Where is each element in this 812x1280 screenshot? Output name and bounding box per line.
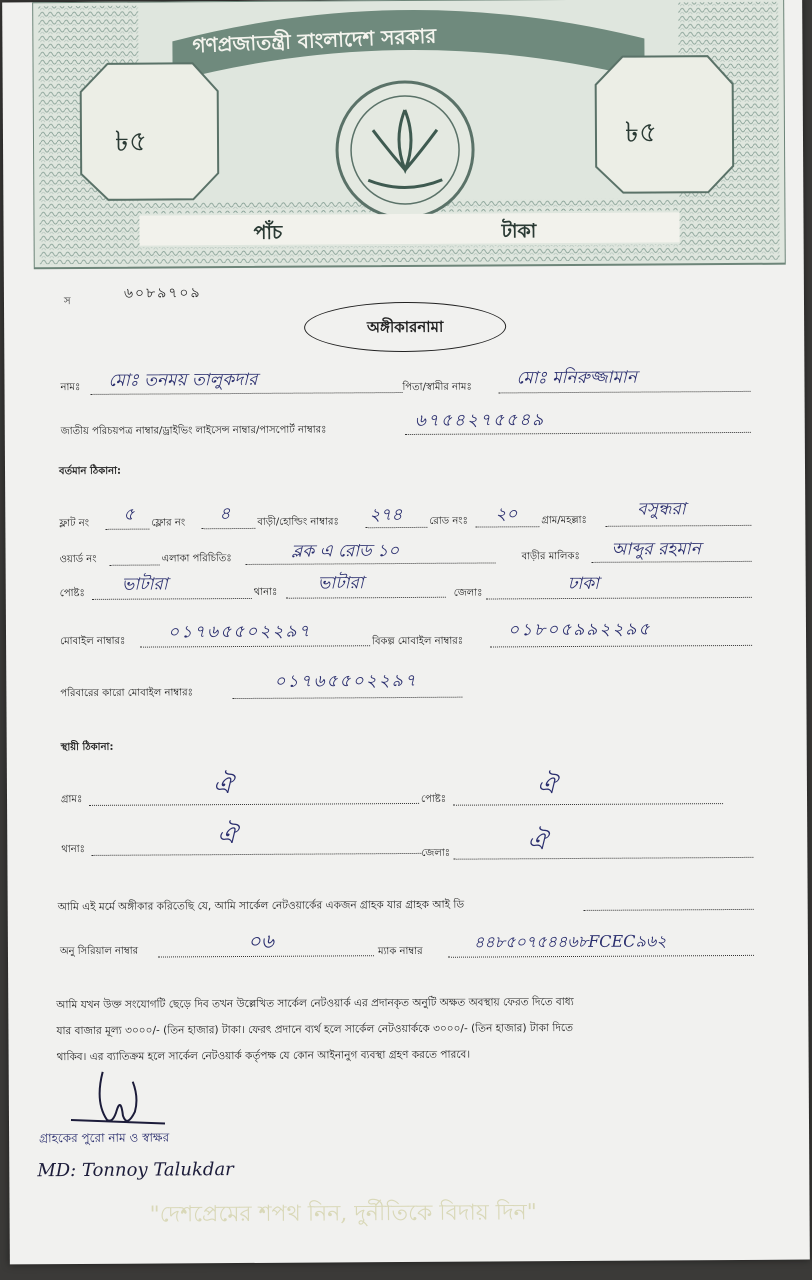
stamp-amount-words-left: পাঁচ xyxy=(253,221,283,244)
post-label: পোষ্টঃ xyxy=(59,587,85,600)
owner-label: বাড়ীর মালিকঃ xyxy=(521,550,580,563)
signature-name: MD: Tonnoy Talukdar xyxy=(37,1159,234,1182)
house-value: ২৭৪ xyxy=(369,505,403,526)
mac-value: ৪৪৮৫০৭৫৪৪৬৮FCEC৯৬২ xyxy=(473,931,667,952)
floor-label: ফ্লোর নং xyxy=(151,517,186,529)
terms-line-2: যার বাজার মূল্য ৩০০০/- (তিন হাজার) টাকা। ফেরৎ প্রদানে ব্যর্থ হলে সার্কেল নেটওয়ার্ককে ৩০০০/- (তিন হাজার) টাকা দিতে xyxy=(56,1021,574,1038)
name-value: মোঃ তনময় তালুকদার xyxy=(108,369,258,391)
alt-mobile-value: ০১৮০৫৯৯২২৯৫ xyxy=(507,619,652,641)
thana-label: থানাঃ xyxy=(253,586,278,598)
mobile-value: ০১৭৬৫৫০২২৯৭ xyxy=(167,621,312,643)
perm-village-line xyxy=(89,803,419,806)
terms-line-1: আমি যখন উক্ত সংযোগটি ছেড়ে দিব তখন উল্লেখিত সার্কেল নেটওয়ার্ক এর প্রদানকৃত অনুটি অক্ষত অবস্থায় ফেরত দিতে বাধ্য xyxy=(56,995,574,1012)
village-value: বসুন্ধরা xyxy=(637,499,686,520)
permanent-address-heading: স্থায়ী ঠিকানা: xyxy=(60,741,114,754)
area-value: ব্লক এ রোড ১০ xyxy=(291,541,400,562)
customer-signature xyxy=(65,1061,175,1132)
serial-number: ৬০৮৯৭০৯ xyxy=(123,285,202,302)
stamp-header-text: গণপ্রজাতন্ত্রী বাংলাদেশ সরকার xyxy=(191,23,437,58)
perm-village-label: গ্রামঃ xyxy=(60,793,83,806)
road-label: রোড নংঃ xyxy=(429,515,468,527)
perm-thana-line xyxy=(91,853,421,856)
flat-label: ফ্লাট নং xyxy=(59,517,90,530)
present-address-heading: বর্তমান ঠিকানা: xyxy=(58,465,122,478)
post-line xyxy=(92,598,252,600)
stamp-amount-words-right: টাকা xyxy=(501,220,537,243)
flat-value: ৫ xyxy=(123,504,135,525)
anti-corruption-slogan: "দেশপ্রেমের শপথ নিন, দুর্নীতিকে বিদায় দিন" xyxy=(149,1200,537,1228)
ward-label: ওয়ার্ড নং xyxy=(59,553,97,566)
perm-post-line xyxy=(453,803,723,806)
signature-label: গ্রাহকের পুরো নাম ও স্বাক্ষর xyxy=(39,1130,170,1146)
road-value: ২০ xyxy=(495,504,518,525)
father-label: পিতা/স্বামীর নামঃ xyxy=(402,381,472,394)
thana-value: ভাটারা xyxy=(317,573,364,594)
mac-label: ম্যাক নাম্বার xyxy=(377,945,423,958)
nid-label: জাতীয় পরিচয়পত্র নাম্বার/ড্রাইভিং লাইসেন্স নাম্বার/পাসপোর্ট নাম্বারঃ xyxy=(60,424,327,438)
house-label: বাড়ী/হোল্ডিং নাম্বারঃ xyxy=(257,516,339,528)
perm-district-value: ঐ xyxy=(527,827,547,856)
mobile-label: মোবাইল নাম্বারঃ xyxy=(60,635,126,648)
village-line xyxy=(605,525,751,527)
floor-value: ৪ xyxy=(219,504,231,525)
serial-prefix: স xyxy=(63,296,71,308)
owner-value: আব্দুর রহমান xyxy=(611,539,701,560)
village-label: গ্রাম/মহল্লাঃ xyxy=(541,514,587,527)
declaration-text: আমি এই মর্মে অঙ্গীকার করিতেছি যে, আমি সার্কেল নেটওয়ার্কের একজন গ্রাহক যার গ্রাহক আই ডি xyxy=(57,898,465,914)
perm-post-value: ঐ xyxy=(536,771,557,800)
stamp-paper-document xyxy=(2,0,810,1264)
perm-district-line xyxy=(453,857,753,860)
perm-village-value: ঐ xyxy=(212,771,233,800)
post-value: ভাটারা xyxy=(121,574,168,595)
family-mobile-value: ০১৭৬৫৫০২২৯৭ xyxy=(274,670,418,692)
onu-serial-label: অনু সিরিয়াল নাম্বার xyxy=(59,945,139,958)
document-title: অঙ্গীকারনামা xyxy=(304,301,506,352)
ward-line xyxy=(110,565,160,566)
name-label: নামঃ xyxy=(60,381,81,394)
perm-district-label: জেলাঃ xyxy=(421,847,451,859)
stamp-value-right: ৳৫ xyxy=(624,115,658,149)
nid-value: ৬৭৫৪২৭৫৫৪৯ xyxy=(414,410,546,431)
family-mobile-label: পরিবারের কারো মোবাইল নাম্বারঃ xyxy=(60,687,194,700)
terms-line-3: থাকিব। এর ব্যাতিক্রম হলে সার্কেল নেটওয়ার্ক কর্তৃপক্ষ যে কোন আইনানুগ ব্যবস্থা গ্রহণ করতে পারবে। xyxy=(56,1048,471,1064)
alt-mobile-line xyxy=(490,645,752,648)
area-label: এলাকা পরিচিতিঃ xyxy=(161,553,232,565)
district-value: ঢাকা xyxy=(567,573,600,595)
district-line xyxy=(486,597,752,600)
perm-post-label: পোষ্টঃ xyxy=(420,793,447,805)
customer-id-line xyxy=(584,909,754,911)
perm-thana-value: ঐ xyxy=(217,821,237,850)
district-label: জেলাঃ xyxy=(453,587,483,599)
thana-line xyxy=(286,597,446,599)
stamp-value-left: ৳৫ xyxy=(114,124,148,158)
perm-thana-label: থানাঃ xyxy=(61,843,85,856)
onu-serial-value: ০৬ xyxy=(247,928,274,953)
alt-mobile-label: বিকল্প মোবাইল নাম্বারঃ xyxy=(372,635,464,648)
family-mobile-line xyxy=(232,697,462,699)
father-value: মোঃ মনিরুজ্জামান xyxy=(516,367,638,389)
